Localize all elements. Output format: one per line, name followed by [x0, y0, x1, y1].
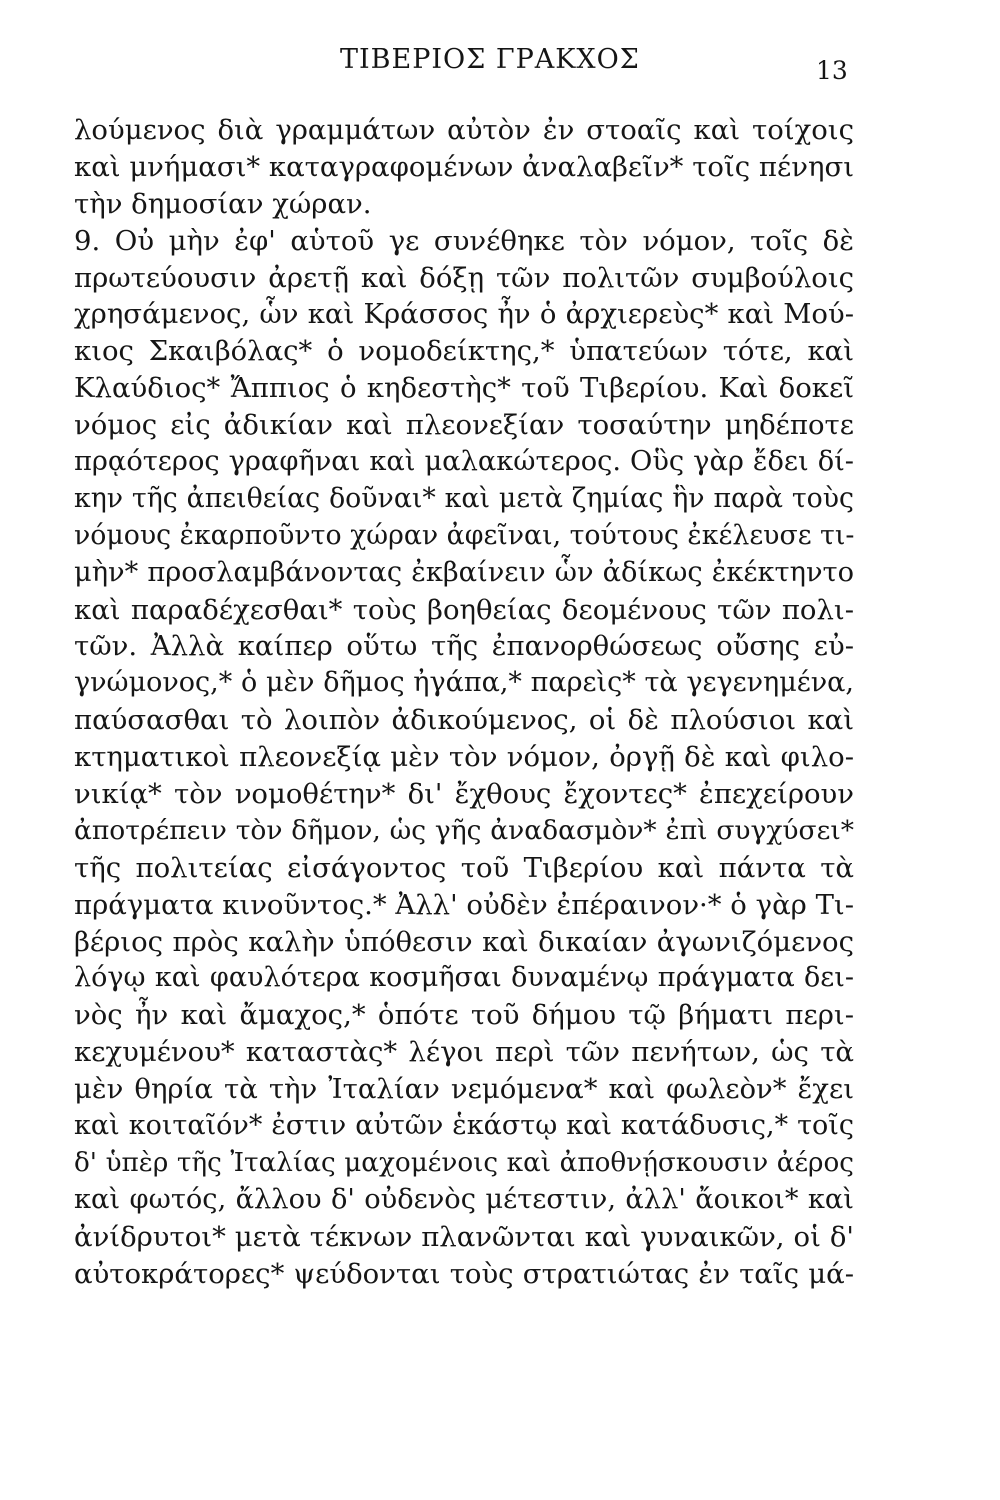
text-line: τῶν. Ἀλλὰ καίπερ οὕτω τῆς ἐπανορθώσεως οὔσης εὐ-	[74, 630, 854, 663]
text-line: ἀνίδρυτοι* μετὰ τέκνων πλανῶνται καὶ γυναικῶν, οἱ δ'	[74, 1220, 854, 1253]
text-line: πρᾳότερος γραφῆναι καὶ μαλακώτερος. Οὓς γὰρ ἔδει δί-	[74, 446, 854, 478]
text-line: κιος Σκαιβόλας* ὁ νομοδείκτης,* ὑπατεύων τότε, καὶ	[74, 335, 854, 368]
text-line: αὐτοκράτορες* ψεύδονται τοὺς στρατιώτας ἐν ταῖς μά-	[74, 1257, 854, 1290]
text-line: παύσασθαι τὸ λοιπὸν ἀδικούμενος, οἱ δὲ πλούσιοι καὶ	[74, 704, 854, 737]
page-number: 13	[816, 56, 848, 85]
text-line: τῆς πολιτείας εἰσάγοντος τοῦ Τιβερίου καὶ πάντα τὰ	[74, 851, 854, 884]
text-line: κην τῆς ἀπειθείας δοῦναι* καὶ μετὰ ζημίας ἣν παρὰ τοὺς	[74, 482, 854, 514]
text-line: τὴν δημοσίαν χώραν.	[74, 187, 372, 220]
text-line: πρωτεύουσιν ἀρετῇ καὶ δόξῃ τῶν πολιτῶν συμβούλοις	[74, 261, 854, 294]
text-line: ἀποτρέπειν τὸν δῆμον, ὡς γῆς ἀναδασμὸν* ἐπὶ συγχύσει*	[74, 814, 854, 846]
running-head-title: ΤΙΒΕΡΙΟΣ ΓΡΑΚΧΟΣ	[340, 44, 640, 75]
text-line: λόγῳ καὶ φαυλότερα κοσμῆσαι δυναμένῳ πράγματα δει-	[74, 962, 854, 994]
text-line: κτηματικοὶ πλεονεξίᾳ μὲν τὸν νόμον, ὀργῇ δὲ καὶ φιλο-	[74, 741, 854, 774]
text-line: 9. Οὐ μὴν ἐφ' αὑτοῦ γε συνέθηκε τὸν νόμον, τοῖς δὲ	[74, 224, 854, 257]
text-line: κεχυμένου* καταστὰς* λέγοι περὶ τῶν πενήτων, ὡς τὰ	[74, 1036, 854, 1069]
text-line: πράγματα κινοῦντος.* Ἀλλ' οὐδὲν ἐπέραινον·* ὁ γὰρ Τι-	[74, 888, 854, 921]
text-line: μὲν θηρία τὰ τὴν Ἰταλίαν νεμόμενα* καὶ φωλεὸν* ἔχει	[74, 1073, 854, 1106]
text-line: νὸς ἦν καὶ ἄμαχος,* ὁπότε τοῦ δήμου τῷ βήματι περι-	[74, 999, 854, 1032]
text-line: βέριος πρὸς καλὴν ὑπόθεσιν καὶ δικαίαν ἀγωνιζόμενος	[74, 925, 854, 958]
text-line: νικίᾳ* τὸν νομοθέτην* δι' ἔχθους ἔχοντες* ἐπεχείρουν	[74, 778, 854, 811]
text-line: νόμους ἐκαρποῦντο χώραν ἀφεῖναι, τούτους ἐκέλευσε τι-	[74, 519, 855, 551]
text-line: νόμος εἰς ἀδικίαν καὶ πλεονεξίαν τοσαύτην μηδέποτε	[74, 409, 854, 442]
text-line: γνώμονος,* ὁ μὲν δῆμος ἠγάπα,* παρεὶς* τὰ γεγενημένα,	[74, 667, 854, 699]
text-line: μὴν* προσλαμβάνοντας ἐκβαίνειν ὧν ἀδίκως ἐκέκτηντο	[74, 556, 854, 588]
text-line: καὶ μνήμασι* καταγραφομένων ἀναλαβεῖν* τοῖς πένησι	[74, 150, 854, 183]
text-line: δ' ὑπὲρ τῆς Ἰταλίας μαχομένοις καὶ ἀποθνῄσκουσιν ἀέρος	[74, 1147, 854, 1178]
body-text	[74, 112, 854, 1293]
text-line: χρησάμενος, ὧν καὶ Κράσσος ἦν ὁ ἀρχιερεὺς* καὶ Μού-	[74, 298, 854, 331]
text-line: Κλαύδιος* Ἄππιος ὁ κηδεστὴς* τοῦ Τιβερίου. Καὶ δοκεῖ	[74, 372, 854, 405]
text-line: καὶ παραδέχεσθαι* τοὺς βοηθείας δεομένους τῶν πολι-	[74, 593, 854, 626]
text-line: καὶ φωτός, ἄλλου δ' οὐδενὸς μέτεστιν, ἀλλ' ἄοικοι* καὶ	[74, 1183, 854, 1215]
text-line: καὶ κοιταῖόν* ἐστιν αὐτῶν ἑκάστῳ καὶ κατάδυσις,* τοῖς	[74, 1110, 854, 1142]
text-line: λούμενος διὰ γραμμάτων αὐτὸν ἐν στοαῖς καὶ τοίχοις	[74, 114, 854, 146]
